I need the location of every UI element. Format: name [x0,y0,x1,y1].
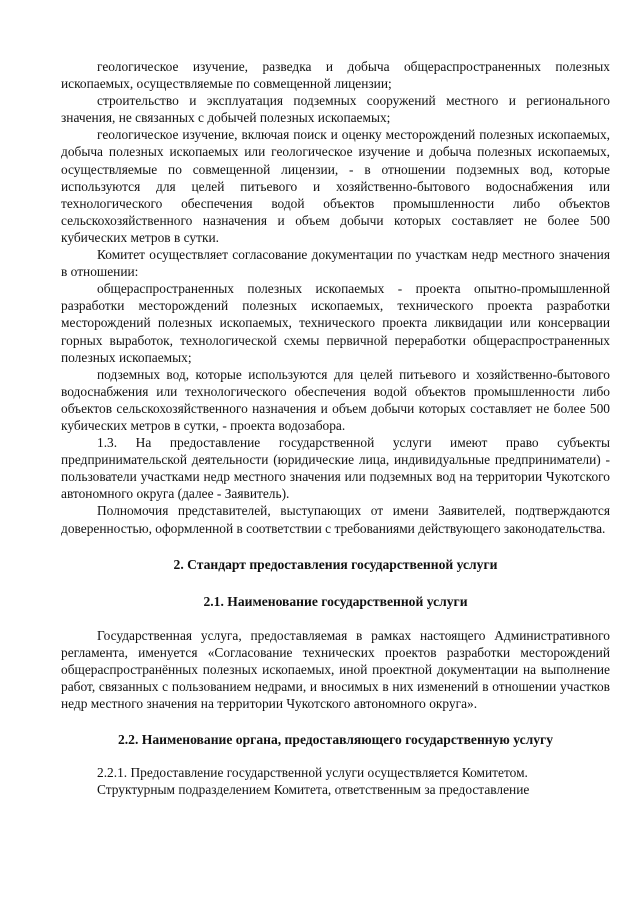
document-page [61,58,610,799]
paragraph-service-name: Государственная услуга, предоставляемая в рамках настоящего Административного регламента, именуется «Согласование технических проектов разработки месторождений общераспространённых полезных ископаемых, иной проектной документации на выполнение работ, связанных с пользованием недрами, и вносимых в них изменений в отношении участков недр местного значения на территории Чукотского автономного округа». [61,627,610,712]
paragraph-groundwater-licensing: геологическое изучение, включая поиск и оценку месторождений полезных ископаемых, добыча полезных ископаемых или геологическое изучение и добыча полезных ископаемых, осуществляемые по совмещенной лицензии, - в отношении подземных вод, которые используются для целей питьевого и хозяйственно-бытового водоснабжения или технологического обеспечения водой объектов промышленности либо объектов сельскохозяйственного назначения и объем добычи которых составляет не более 500 кубических метров в сутки. [61,127,610,245]
paragraph-groundwater-project: подземных вод, которые используются для целей питьевого и хозяйственно-бытового водоснабжения или технологического обеспечения водой объектов промышленности либо объектов сельскохозяйственного назначения и объем добычи которых составляет не более 500 кубических метров в сутки, - проекта водозабора. [61,366,610,433]
paragraph-2-2-1: 2.2.1. Предоставление государственной услуги осуществляется Комитетом. [97,765,528,781]
section-2-heading: 2. Стандарт предоставления государственной услуги [173,556,498,572]
paragraph-1-3-applicants: 1.3. На предоставление государственной услуги имеют право субъекты предпринимательской деятельности (юридические лица, индивидуальные предприниматели) - пользователи участками недр местного значения или подземных вод на территории Чукотского автономного округа (далее - Заявитель). [61,435,610,502]
section-2-1-heading: 2.1. Наименование государственной услуги [203,593,468,609]
paragraph-committee-approval: Комитет осуществляет согласование документации по участкам недр местного значения в отношении: [61,247,610,280]
paragraph-representatives: Полномочия представителей, выступающих от имени Заявителей, подтверждаются доверенностью, оформленной в соответствии с требованиями действующего законодательства. [61,503,610,536]
paragraph-structural-unit: Структурным подразделением Комитета, ответственным за предоставление [97,782,530,798]
paragraph-common-minerals: общераспространенных полезных ископаемых - проекта опытно-промышленной разработки месторождений полезных ископаемых, технического проекта разработки месторождений полезных ископаемых, технического проекта ликвидации или консервации горных выработок, технологической схемы первичной переработки общераспространенных полезных ископаемых; [61,281,610,365]
section-2-2-heading: 2.2. Наименование органа, предоставляющего государственную услугу [117,732,554,748]
paragraph-underground-structures: строительство и эксплуатация подземных сооружений местного и регионального значения, не связанных с добычей полезных ископаемых; [61,93,610,126]
paragraph-geological-study-combined: геологическое изучение, разведка и добыча общераспространенных полезных ископаемых, осуществляемые по совмещенной лицензии; [61,59,610,92]
